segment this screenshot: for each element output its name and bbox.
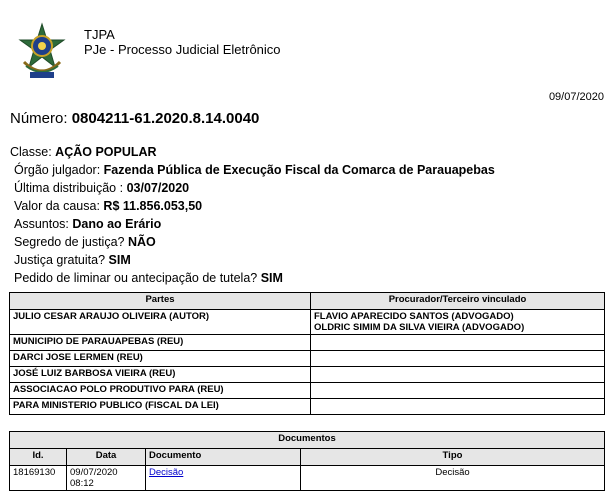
party-name: PARA MINISTERIO PUBLICO (FISCAL DA LEI) [10, 399, 311, 415]
party-name: MUNICIPIO DE PARAUAPEBAS (REU) [10, 335, 311, 351]
party-attorneys [311, 383, 605, 399]
table-row [10, 383, 605, 399]
document-date-cell: 09/07/2020 08:12 [67, 466, 146, 491]
party-attorneys [311, 399, 605, 415]
column-header-id: Id. [10, 449, 67, 466]
table-row [10, 335, 605, 351]
document-type: Decisão [301, 466, 605, 491]
party-attorneys [311, 335, 605, 351]
column-header-procurador: Procurador/Terceiro vinculado [311, 293, 605, 310]
party-name: ASSOCIACAO POLO PRODUTIVO PARA (REU) [10, 383, 311, 399]
field-valor-causa: Valor da causa: R$ 11.856.053,50 [14, 199, 203, 213]
table-row [10, 310, 605, 335]
table-row [10, 466, 605, 491]
table-row [10, 367, 605, 383]
column-header-partes: Partes [10, 293, 311, 310]
party-name: JULIO CESAR ARAUJO OLIVEIRA (AUTOR) [10, 310, 311, 335]
field-pedido-liminar: Pedido de liminar ou antecipação de tutela? SIM [14, 271, 283, 285]
party-attorneys [311, 351, 605, 367]
party-attorneys [311, 310, 605, 335]
party-attorneys [311, 367, 605, 383]
table-row [10, 399, 605, 415]
court-name: TJPA [84, 27, 115, 42]
document-link-cell [146, 466, 301, 491]
parties-header-row [10, 293, 605, 310]
attorney-name: FLAVIO APARECIDO SANTOS (ADVOGADO) [314, 311, 514, 322]
column-header-data: Data [67, 449, 146, 466]
documents-title: Documentos [10, 432, 605, 449]
field-segredo-justica: Segredo de justiça? NÃO [14, 235, 156, 249]
field-assuntos: Assuntos: Dano ao Erário [14, 217, 162, 231]
process-number-label: Número: [10, 110, 68, 127]
process-number [10, 110, 259, 127]
field-ultima-distribuicao: Última distribuição : 03/07/2020 [14, 181, 190, 195]
document-link[interactable]: Decisão [149, 467, 184, 478]
parties-table [9, 292, 605, 415]
brazil-coat-of-arms-icon [16, 22, 68, 82]
attorney-name: OLDRIC SIMIM DA SILVA VIEIRA (ADVOGADO) [314, 322, 525, 333]
documents-header-row [10, 449, 605, 466]
field-justica-gratuita: Justiça gratuita? SIM [14, 253, 131, 267]
column-header-tipo: Tipo [301, 449, 605, 466]
documents-title-row [10, 432, 605, 449]
field-classe: Classe: AÇÃO POPULAR [10, 145, 157, 159]
party-name: DARCI JOSE LERMEN (REU) [10, 351, 311, 367]
field-orgao-julgador: Órgão julgador: Fazenda Pública de Execução Fiscal da Comarca de Parauapebas [14, 163, 495, 177]
table-row [10, 351, 605, 367]
process-number-value: 0804211-61.2020.8.14.0040 [71, 110, 260, 127]
document-header [16, 22, 600, 86]
document-id: 18169130 [10, 466, 67, 491]
documents-table [9, 431, 605, 491]
column-header-documento: Documento [146, 449, 301, 466]
process-fields [10, 143, 600, 287]
party-name: JOSÉ LUIZ BARBOSA VIEIRA (REU) [10, 367, 311, 383]
system-name: PJe - Processo Judicial Eletrônico [84, 42, 281, 57]
document-date: 09/07/2020 [548, 91, 604, 103]
